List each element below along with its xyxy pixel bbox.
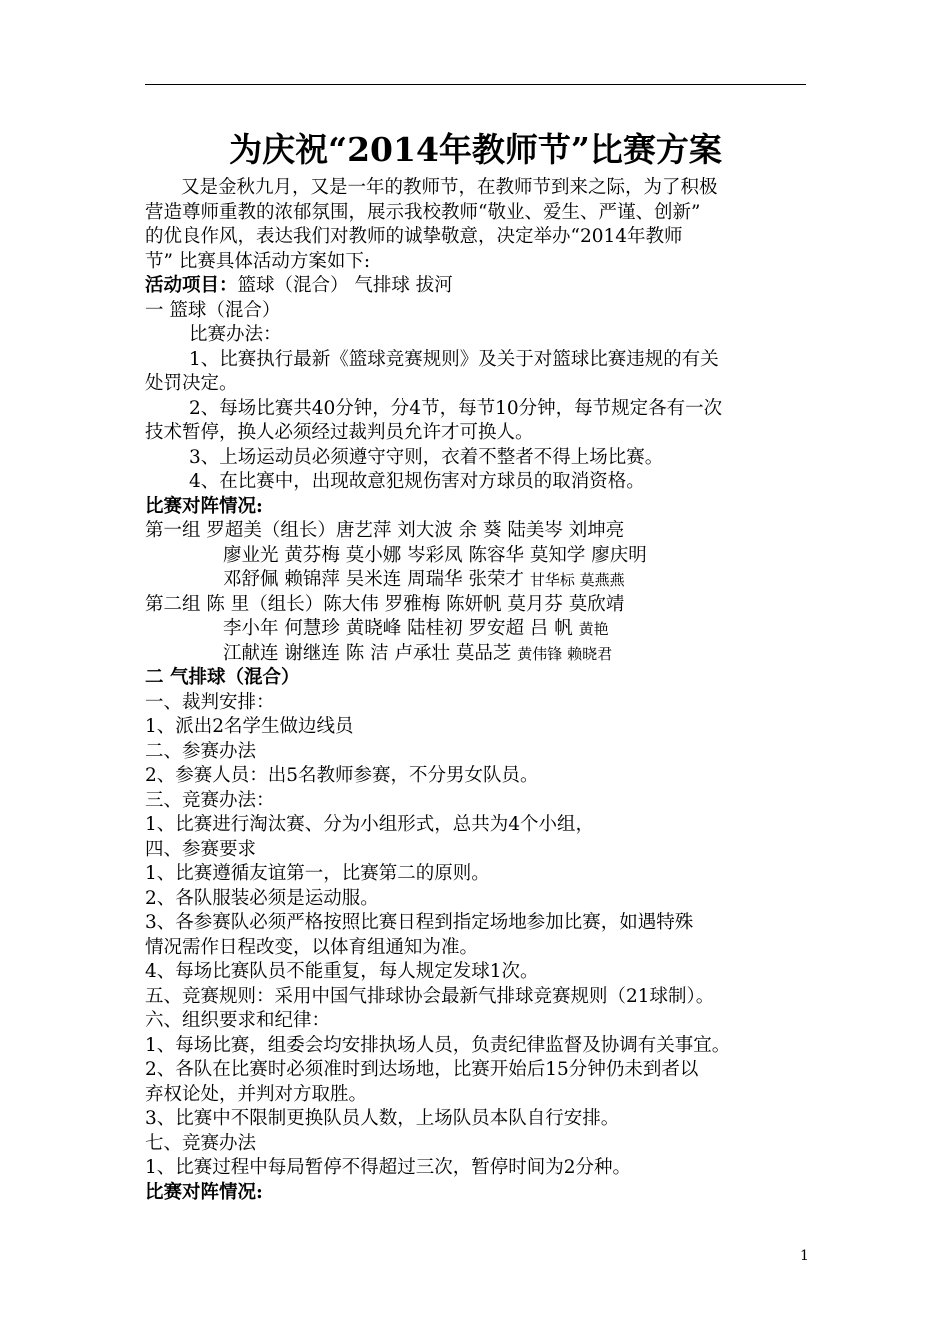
matchup-heading: 比赛对阵情况: xyxy=(145,1181,263,1203)
basketball-rule: 1、比赛执行最新《篮球竞赛规则》及关于对篮球比赛违规的有关 xyxy=(189,348,719,370)
basketball-rule: 技术暂停，换人必须经过裁判员允许才可换人。 xyxy=(145,422,534,443)
volleyball-line: 2、各队服装必须是运动服。 xyxy=(145,887,379,909)
volleyball-line: 4、每场比赛队员不能重复，每人规定发球1次。 xyxy=(145,961,539,982)
basketball-method-label: 比赛办法： xyxy=(189,324,282,345)
group1-names-small: 甘华标 莫燕燕 xyxy=(529,571,625,589)
volleyball-line: 1、比赛遵循友谊第一，比赛第二的原则。 xyxy=(145,863,490,884)
volleyball-line: 1、派出2名学生做边线员 xyxy=(145,716,354,737)
intro-line: 节” 比赛具体活动方案如下: xyxy=(145,250,371,272)
page-number: 1 xyxy=(800,1248,809,1264)
group2-names: 李小年 何慧珍 黄晓峰 陆桂初 罗安超 吕 帆 xyxy=(223,618,579,639)
group2-names: 江献连 谢继连 陈 洁 卢承壮 莫品芝 xyxy=(223,642,518,664)
document-body xyxy=(145,176,806,1205)
volleyball-line: 2、各队在比赛时必须准时到达场地，比赛开始后15分钟仍未到者以 xyxy=(145,1059,699,1080)
volleyball-line: 六、组织要求和纪律： xyxy=(145,1010,331,1031)
activities-line xyxy=(145,274,806,299)
basketball-rule: 2、每场比赛共40分钟，分4节，每节10分钟，每节规定各有一次 xyxy=(189,397,723,419)
group2-line xyxy=(145,642,806,667)
matchup-heading: 比赛对阵情况: xyxy=(145,495,263,517)
volleyball-line: 二、参赛办法 xyxy=(145,740,257,762)
volleyball-line: 七、竞赛办法 xyxy=(145,1132,257,1154)
group2-line xyxy=(145,617,806,642)
volleyball-heading: 二 气排球（混合） xyxy=(145,667,300,688)
group1-line: 廖业光 黄芬梅 莫小娜 岑彩凤 陈容华 莫知学 廖庆明 xyxy=(223,544,647,566)
group2-names-small: 黄艳 xyxy=(578,620,609,638)
volleyball-line: 弃权论处，并判对方取胜。 xyxy=(145,1083,368,1105)
group1-line: 第一组 罗超美（组长）唐艺萍 刘大波 余 葵 陆美岑 刘坤亮 xyxy=(145,520,625,541)
document-title: 为庆祝“2014年教师节”比赛方案 xyxy=(229,130,722,169)
volleyball-line: 3、比赛中不限制更换队员人数，上场队员本队自行安排。 xyxy=(145,1108,620,1129)
group2-line: 第二组 陈 里（组长）陈大伟 罗雅梅 陈妍帆 莫月芬 莫欣靖 xyxy=(145,593,625,615)
group1-names: 邓舒佩 赖锦萍 吴米连 周瑞华 张荣才 xyxy=(223,569,530,590)
intro-line: 的优良作风，表达我们对教师的诚挚敬意，决定举办“2014年教师 xyxy=(145,226,683,247)
basketball-heading: 一 篮球（混合） xyxy=(145,299,281,321)
intro-line: 又是金秋九月，又是一年的教师节，在教师节到来之际，为了积极 xyxy=(181,177,718,198)
volleyball-line: 三、竞赛办法： xyxy=(145,789,275,811)
intro-line: 营造尊师重教的浓郁氛围，展示我校教师“敬业、爱生、严谨、创新” xyxy=(145,201,701,223)
header-rule xyxy=(145,84,806,85)
basketball-rule: 4、在比赛中，出现故意犯规伤害对方球员的取消资格。 xyxy=(189,471,645,492)
activities-items: 篮球（混合） 气排球 拔河 xyxy=(237,275,453,296)
group1-line xyxy=(145,568,806,593)
group2-names-small: 黄伟锋 赖晓君 xyxy=(517,644,613,663)
basketball-rule: 3、上场运动员必须遵守守则，衣着不整者不得上场比赛。 xyxy=(189,446,664,468)
volleyball-line: 2、参赛人员：出5名教师参赛，不分男女队员。 xyxy=(145,765,539,786)
basketball-rule: 处罚决定。 xyxy=(145,373,238,394)
volleyball-line: 3、各参赛队必须严格按照比赛日程到指定场地参加比赛，如遇特殊 xyxy=(145,912,694,933)
activities-label: 活动项目： xyxy=(145,275,238,296)
volleyball-line: 一、裁判安排： xyxy=(145,691,275,713)
volleyball-line: 五、竞赛规则：采用中国气排球协会最新气排球竞赛规则（21球制）。 xyxy=(145,985,715,1007)
volleyball-line: 1、比赛过程中每局暂停不得超过三次，暂停时间为2分种。 xyxy=(145,1157,632,1178)
volleyball-line: 1、比赛进行淘汰赛、分为小组形式，总共为4个小组， xyxy=(145,814,595,835)
volleyball-line: 四、参赛要求 xyxy=(145,838,257,860)
volleyball-line: 1、每场比赛，组委会均安排执场人员，负责纪律监督及协调有关事宜。 xyxy=(145,1034,731,1056)
volleyball-line: 情况需作日程改变，以体育组通知为准。 xyxy=(145,936,479,958)
